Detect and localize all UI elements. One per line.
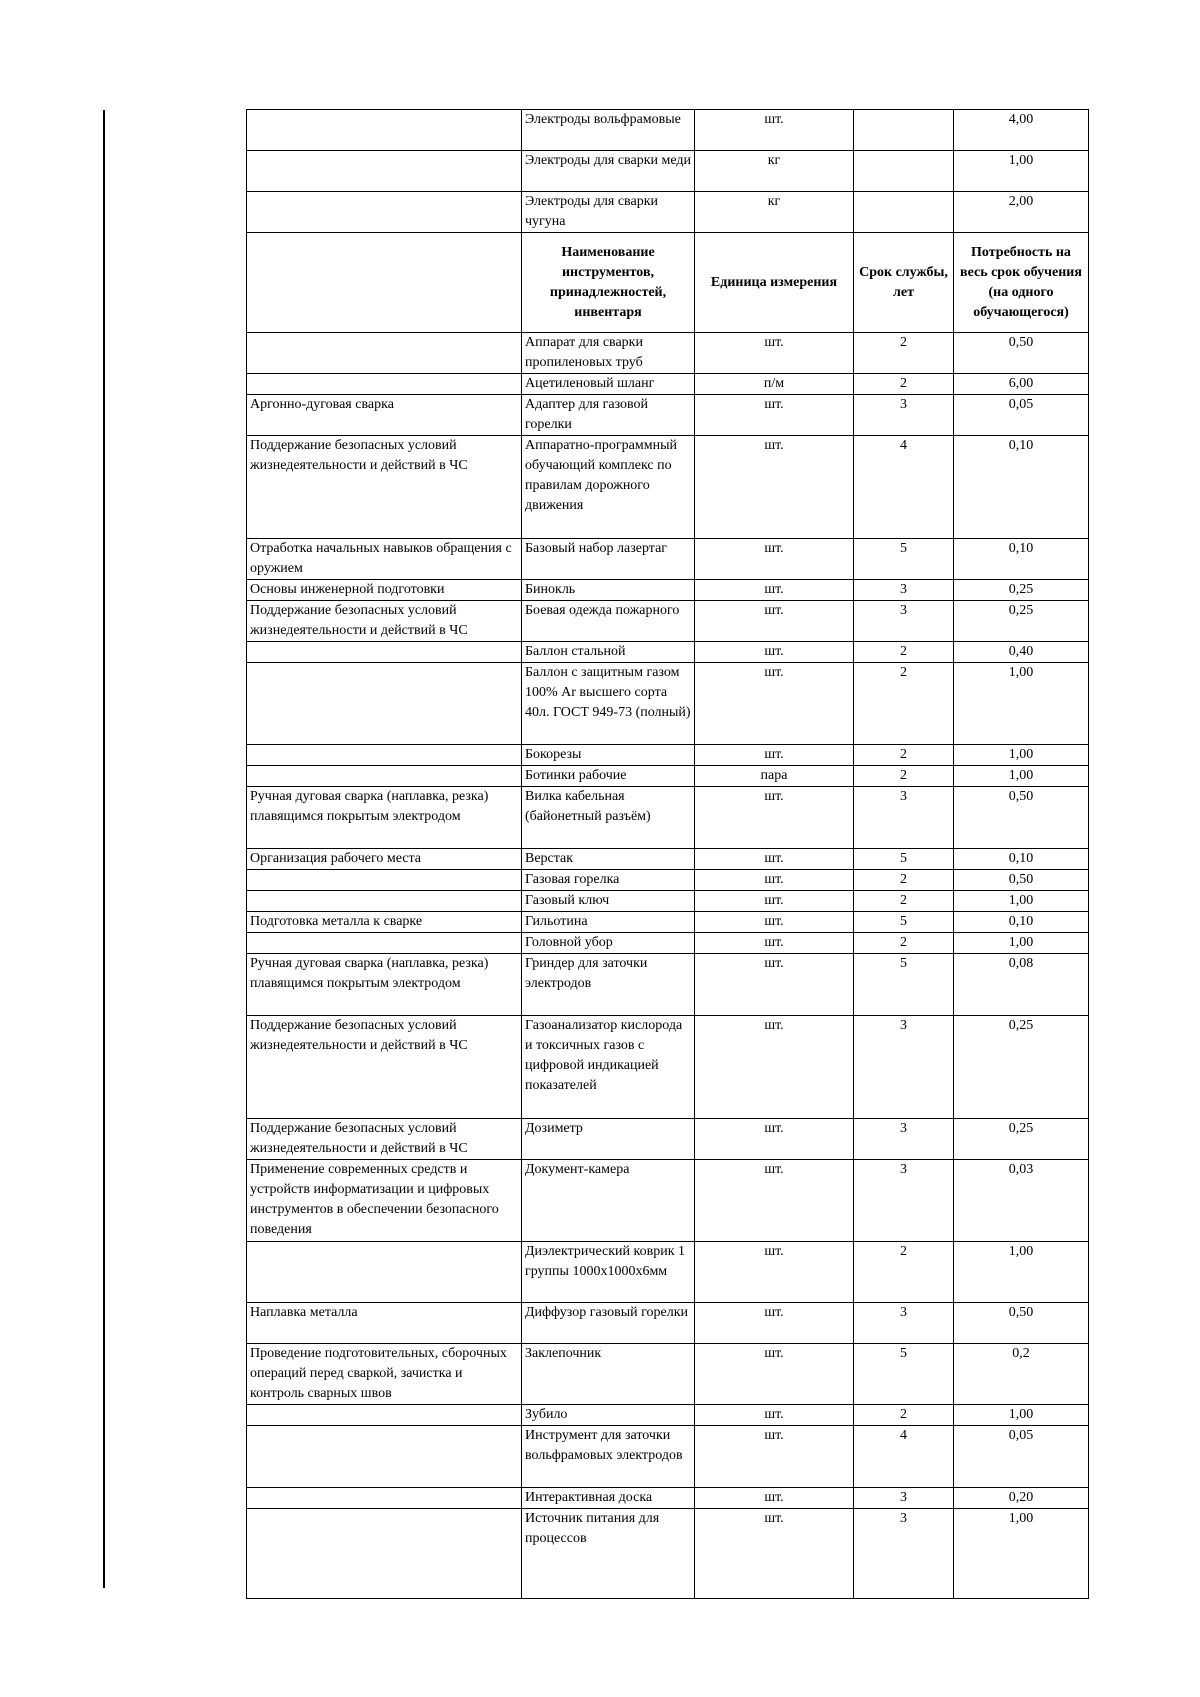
item-name-cell: Диэлектрический коврик 1 группы 1000х1000х6мм — [522, 1242, 695, 1303]
unit-cell: шт. — [695, 1016, 854, 1119]
item-name-cell: Документ-камера — [522, 1160, 695, 1242]
unit-cell: шт. — [695, 1344, 854, 1405]
need-cell: 0,20 — [954, 1488, 1089, 1509]
life-cell: 2 — [854, 333, 954, 374]
table-row — [247, 1160, 1089, 1242]
item-name-cell: Газоанализатор кислорода и токсичных газов с цифровой индикацией показателей — [522, 1016, 695, 1119]
module-cell: Применение современных средств и устройств информатизации и цифровых инструментов в обеспечении безопасного поведения — [247, 1160, 522, 1242]
life-cell — [854, 110, 954, 151]
table-row — [247, 601, 1089, 642]
life-cell: 2 — [854, 870, 954, 891]
module-cell — [247, 374, 522, 395]
unit-cell: п/м — [695, 374, 854, 395]
unit-cell: шт. — [695, 601, 854, 642]
item-name-cell: Гриндер для заточки электродов — [522, 954, 695, 1016]
unit-cell: шт. — [695, 891, 854, 912]
unit-cell: шт. — [695, 745, 854, 766]
header-empty-cell — [247, 233, 522, 333]
unit-cell: пара — [695, 766, 854, 787]
table-row — [247, 1344, 1089, 1405]
item-name-cell: Ацетиленовый шланг — [522, 374, 695, 395]
table-row — [247, 849, 1089, 870]
table-row — [247, 110, 1089, 151]
need-cell: 1,00 — [954, 933, 1089, 954]
life-cell: 4 — [854, 436, 954, 539]
item-name-cell: Аппарат для сварки пропиленовых труб — [522, 333, 695, 374]
item-name-cell: Дозиметр — [522, 1119, 695, 1160]
table-row — [247, 954, 1089, 1016]
need-cell: 0,10 — [954, 436, 1089, 539]
header-life: Срок службы, лет — [854, 233, 954, 333]
item-name-cell: Головной убор — [522, 933, 695, 954]
need-cell: 1,00 — [954, 663, 1089, 745]
life-cell: 3 — [854, 1016, 954, 1119]
unit-cell: шт. — [695, 1303, 854, 1344]
table-body — [247, 333, 1089, 1599]
table-row — [247, 1426, 1089, 1488]
module-cell — [247, 766, 522, 787]
need-cell: 6,00 — [954, 374, 1089, 395]
need-cell: 1,00 — [954, 1405, 1089, 1426]
item-name-cell: Электроды вольфрамовые — [522, 110, 695, 151]
need-cell: 1,00 — [954, 745, 1089, 766]
need-cell: 0,25 — [954, 580, 1089, 601]
life-cell: 2 — [854, 766, 954, 787]
unit-cell: шт. — [695, 849, 854, 870]
table-row — [247, 870, 1089, 891]
need-cell: 0,50 — [954, 1303, 1089, 1344]
life-cell: 2 — [854, 891, 954, 912]
module-cell: Поддержание безопасных условий жизнедеятельности и действий в ЧС — [247, 601, 522, 642]
item-name-cell: Электроды для сварки меди — [522, 151, 695, 192]
need-cell: 1,00 — [954, 1242, 1089, 1303]
unit-cell: шт. — [695, 1488, 854, 1509]
unit-cell: шт. — [695, 663, 854, 745]
table-row — [247, 912, 1089, 933]
module-cell — [247, 1242, 522, 1303]
module-cell: Поддержание безопасных условий жизнедеятельности и действий в ЧС — [247, 1016, 522, 1119]
life-cell — [854, 151, 954, 192]
item-name-cell: Верстак — [522, 849, 695, 870]
need-cell: 0,10 — [954, 539, 1089, 580]
life-cell: 3 — [854, 1119, 954, 1160]
item-name-cell: Баллон стальной — [522, 642, 695, 663]
unit-cell: шт. — [695, 1426, 854, 1488]
unit-cell: шт. — [695, 436, 854, 539]
module-cell — [247, 1509, 522, 1599]
unit-cell: шт. — [695, 870, 854, 891]
module-cell — [247, 891, 522, 912]
item-name-cell: Диффузор газовый горелки — [522, 1303, 695, 1344]
need-cell: 0,05 — [954, 1426, 1089, 1488]
table-row — [247, 787, 1089, 849]
table-row — [247, 1405, 1089, 1426]
module-cell: Проведение подготовительных, сборочных операций перед сваркой, зачистка и контроль сварных швов — [247, 1344, 522, 1405]
table-header-row — [247, 233, 1089, 333]
table-row — [247, 745, 1089, 766]
item-name-cell: Заклепочник — [522, 1344, 695, 1405]
unit-cell: шт. — [695, 580, 854, 601]
need-cell: 0,40 — [954, 642, 1089, 663]
header-need: Потребность на весь срок обучения (на одного обучающегося) — [954, 233, 1089, 333]
module-cell: Ручная дуговая сварка (наплавка, резка) плавящимся покрытым электродом — [247, 787, 522, 849]
life-cell: 5 — [854, 539, 954, 580]
table-row — [247, 333, 1089, 374]
table-row — [247, 395, 1089, 436]
life-cell: 5 — [854, 1344, 954, 1405]
unit-cell: шт. — [695, 110, 854, 151]
life-cell: 3 — [854, 787, 954, 849]
need-cell: 1,00 — [954, 151, 1089, 192]
need-cell: 1,00 — [954, 891, 1089, 912]
need-cell: 1,00 — [954, 766, 1089, 787]
table-row — [247, 766, 1089, 787]
life-cell: 3 — [854, 601, 954, 642]
table-row — [247, 374, 1089, 395]
item-name-cell: Электроды для сварки чугуна — [522, 192, 695, 233]
module-cell — [247, 663, 522, 745]
unit-cell: кг — [695, 151, 854, 192]
module-cell — [247, 1405, 522, 1426]
module-cell: Ручная дуговая сварка (наплавка, резка) плавящимся покрытым электродом — [247, 954, 522, 1016]
life-cell: 2 — [854, 1242, 954, 1303]
unit-cell: шт. — [695, 933, 854, 954]
need-cell: 0,50 — [954, 333, 1089, 374]
life-cell: 3 — [854, 1160, 954, 1242]
table-row — [247, 1016, 1089, 1119]
need-cell: 1,00 — [954, 1509, 1089, 1599]
life-cell: 2 — [854, 642, 954, 663]
table-row — [247, 933, 1089, 954]
need-cell: 0,10 — [954, 912, 1089, 933]
module-cell — [247, 110, 522, 151]
need-cell: 0,2 — [954, 1344, 1089, 1405]
need-cell: 0,50 — [954, 870, 1089, 891]
module-cell — [247, 1488, 522, 1509]
life-cell — [854, 192, 954, 233]
table-row — [247, 1242, 1089, 1303]
unit-cell: шт. — [695, 1509, 854, 1599]
module-cell — [247, 745, 522, 766]
table-row — [247, 1509, 1089, 1599]
item-name-cell: Газовая горелка — [522, 870, 695, 891]
module-cell — [247, 933, 522, 954]
table-row — [247, 436, 1089, 539]
life-cell: 5 — [854, 912, 954, 933]
item-name-cell: Гильотина — [522, 912, 695, 933]
life-cell: 2 — [854, 745, 954, 766]
life-cell: 2 — [854, 1405, 954, 1426]
need-cell: 0,25 — [954, 1119, 1089, 1160]
life-cell: 5 — [854, 849, 954, 870]
unit-cell: шт. — [695, 395, 854, 436]
header-unit: Единица измерения — [695, 233, 854, 333]
item-name-cell: Боевая одежда пожарного — [522, 601, 695, 642]
margin-line — [103, 110, 105, 1588]
need-cell: 0,50 — [954, 787, 1089, 849]
module-cell — [247, 642, 522, 663]
unit-cell: шт. — [695, 1119, 854, 1160]
table-row — [247, 192, 1089, 233]
item-name-cell: Аппаратно-программный обучающий комплекс по правилам дорожного движения — [522, 436, 695, 539]
life-cell: 2 — [854, 933, 954, 954]
table-row — [247, 1488, 1089, 1509]
unit-cell: кг — [695, 192, 854, 233]
need-cell: 2,00 — [954, 192, 1089, 233]
life-cell: 5 — [854, 954, 954, 1016]
module-cell: Поддержание безопасных условий жизнедеятельности и действий в ЧС — [247, 436, 522, 539]
unit-cell: шт. — [695, 954, 854, 1016]
unit-cell: шт. — [695, 912, 854, 933]
item-name-cell: Газовый ключ — [522, 891, 695, 912]
table-row — [247, 151, 1089, 192]
life-cell: 2 — [854, 374, 954, 395]
life-cell: 3 — [854, 1509, 954, 1599]
item-name-cell: Ботинки рабочие — [522, 766, 695, 787]
module-cell: Организация рабочего места — [247, 849, 522, 870]
unit-cell: шт. — [695, 333, 854, 374]
item-name-cell: Бокорезы — [522, 745, 695, 766]
table-row — [247, 1303, 1089, 1344]
module-cell — [247, 151, 522, 192]
item-name-cell: Инструмент для заточки вольфрамовых электродов — [522, 1426, 695, 1488]
module-cell: Аргонно-дуговая сварка — [247, 395, 522, 436]
need-cell: 0,25 — [954, 1016, 1089, 1119]
item-name-cell: Бинокль — [522, 580, 695, 601]
unit-cell: шт. — [695, 787, 854, 849]
table-row — [247, 539, 1089, 580]
header-name: Наименование инструментов, принадлежностей, инвентаря — [522, 233, 695, 333]
need-cell: 0,03 — [954, 1160, 1089, 1242]
unit-cell: шт. — [695, 1160, 854, 1242]
equipment-table — [246, 109, 1089, 1599]
module-cell: Подготовка металла к сварке — [247, 912, 522, 933]
table-row — [247, 663, 1089, 745]
item-name-cell: Базовый набор лазертаг — [522, 539, 695, 580]
life-cell: 4 — [854, 1426, 954, 1488]
life-cell: 2 — [854, 663, 954, 745]
table-row — [247, 891, 1089, 912]
module-cell — [247, 333, 522, 374]
table-row — [247, 642, 1089, 663]
item-name-cell: Адаптер для газовой горелки — [522, 395, 695, 436]
unit-cell: шт. — [695, 642, 854, 663]
life-cell: 3 — [854, 1488, 954, 1509]
unit-cell: шт. — [695, 1405, 854, 1426]
life-cell: 3 — [854, 1303, 954, 1344]
unit-cell: шт. — [695, 539, 854, 580]
unit-cell: шт. — [695, 1242, 854, 1303]
item-name-cell: Источник питания для процессов — [522, 1509, 695, 1599]
module-cell: Наплавка металла — [247, 1303, 522, 1344]
table-row — [247, 580, 1089, 601]
item-name-cell: Интерактивная доска — [522, 1488, 695, 1509]
life-cell: 3 — [854, 395, 954, 436]
module-cell: Основы инженерной подготовки — [247, 580, 522, 601]
item-name-cell: Баллон с защитным газом 100% Ar высшего сорта 40л. ГОСТ 949-73 (полный) — [522, 663, 695, 745]
module-cell — [247, 1426, 522, 1488]
need-cell: 0,05 — [954, 395, 1089, 436]
need-cell: 0,25 — [954, 601, 1089, 642]
need-cell: 0,10 — [954, 849, 1089, 870]
item-name-cell: Зубило — [522, 1405, 695, 1426]
item-name-cell: Вилка кабельная (байонетный разъём) — [522, 787, 695, 849]
life-cell: 3 — [854, 580, 954, 601]
need-cell: 0,08 — [954, 954, 1089, 1016]
module-cell: Поддержание безопасных условий жизнедеятельности и действий в ЧС — [247, 1119, 522, 1160]
need-cell: 4,00 — [954, 110, 1089, 151]
module-cell: Отработка начальных навыков обращения с оружием — [247, 539, 522, 580]
module-cell — [247, 192, 522, 233]
module-cell — [247, 870, 522, 891]
table-row — [247, 1119, 1089, 1160]
